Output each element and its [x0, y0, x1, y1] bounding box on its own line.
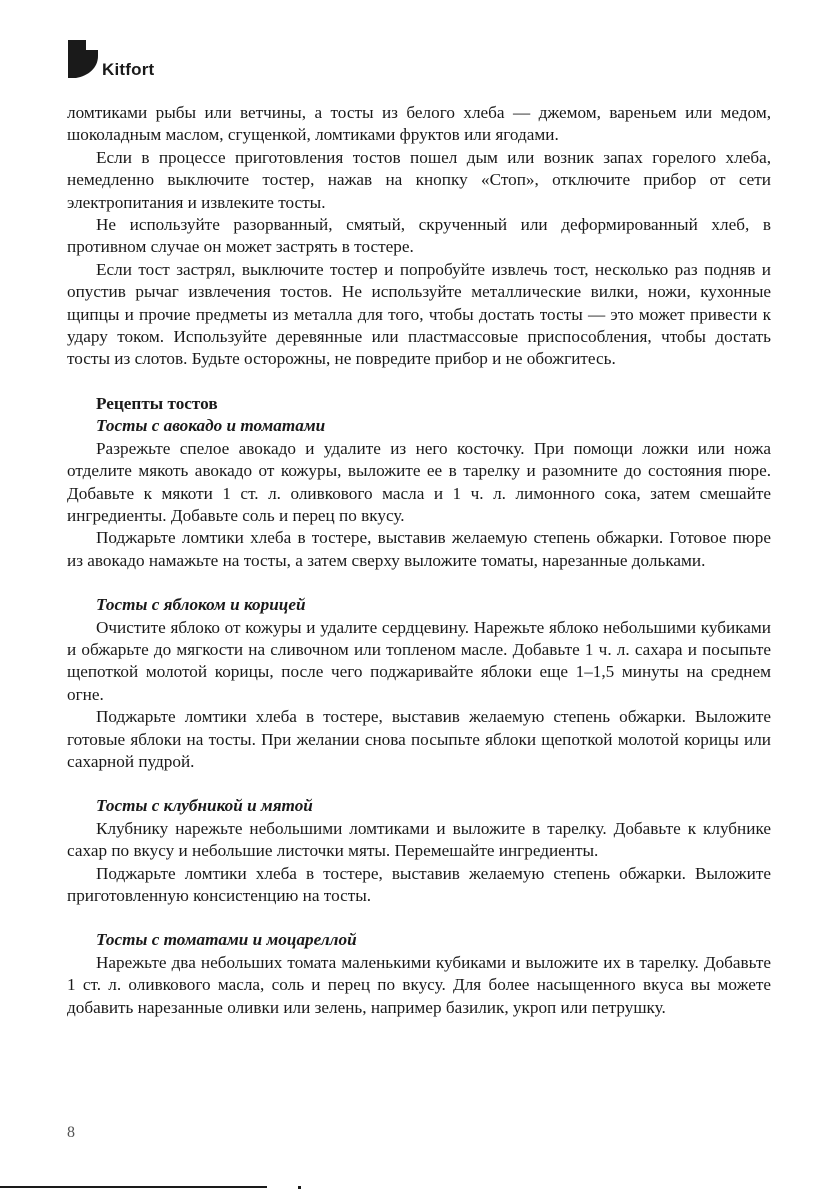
footer-rule — [0, 1186, 267, 1188]
document-body — [67, 102, 771, 1019]
paragraph-smoke-warning: Если в процессе приготовления тостов пошел дым или возник запах горелого хлеба, немедленно выключите тостер, нажав на кнопку «Стоп», отключите прибор от сети электропитания и извлеките тосты. — [67, 147, 771, 212]
recipe-apple-step-1: Очистите яблоко от кожуры и удалите сердцевину. Нарежьте яблоко небольшими кубиками и обжарьте до мягкости на сливочном или топленом масле. Добавьте 1 ч. л. сахара и посыпьте щепоткой молотой корицы, после чего поджаривайте яблоки еще 1–1,5 минуты на среднем огне. — [67, 617, 771, 704]
recipe-avocado-step-2: Поджарьте ломтики хлеба в тостере, выставив желаемую степень обжарки. Готовое пюре из авокадо намажьте на тосты, а затем сверху выложите томаты, нарезанные дольками. — [67, 528, 771, 570]
paragraph-bread-warning: Не используйте разорванный, смятый, скрученный или деформированный хлеб, в противном случае он может застрять в тостере. — [67, 215, 771, 257]
recipe-title-avocado: Тосты с авокадо и томатами — [96, 416, 326, 436]
paragraph-stuck-toast: Если тост застрял, выключите тостер и попробуйте извлечь тост, несколько раз подняв и опустив рычаг извлечения тостов. Не используйте металлические вилки, ножи, кухонные щипцы и прочие предметы из металла для того, чтобы достать тосты — это может привести к удару током. Используйте деревянные или пластмассовые приспособления, чтобы достать тосты из слотов. Будьте осторожны, не повредите прибор и не обожгитесь. — [67, 259, 771, 369]
recipe-title-mozzarella: Тосты с томатами и моцареллой — [96, 930, 357, 950]
recipe-strawberry-step-2: Поджарьте ломтики хлеба в тостере, выставив желаемую степень обжарки. Выложите приготовленную консистенцию на тосты. — [67, 863, 771, 905]
page-number: 8 — [67, 1124, 75, 1141]
brand-logo — [66, 38, 154, 80]
recipe-title-strawberry: Тосты с клубникой и мятой — [96, 796, 313, 816]
paragraph-continuation: ломтиками рыбы или ветчины, а тосты из белого хлеба — джемом, вареньем или медом, шоколадным маслом, сгущенкой, ломтиками фруктов или ягодами. — [67, 103, 771, 145]
brand-name: Kitfort — [102, 60, 155, 79]
footer-mark — [298, 1186, 301, 1189]
recipe-avocado-step-1: Разрежьте спелое авокадо и удалите из него косточку. При помощи ложки или ножа отделите мякоть авокадо от кожуры, выложите ее в тарелку и разомните до состояния пюре. Добавьте к мякоти 1 ст. л. оливкового масла и 1 ч. л. лимонного сока, затем смешайте ингредиенты. Добавьте соль и перец по вкусу. — [67, 438, 771, 525]
kitfort-logo-icon — [66, 38, 100, 80]
recipe-apple-step-2: Поджарьте ломтики хлеба в тостере, выставив желаемую степень обжарки. Выложите готовые яблоки на тосты. При желании снова посыпьте яблоки щепоткой молотой корицы или сахарной пудрой. — [67, 707, 771, 771]
recipe-strawberry-step-1: Клубнику нарежьте небольшими ломтиками и выложите в тарелку. Добавьте к клубнике сахар по вкусу и небольшие листочки мяты. Перемешайте ингредиенты. — [67, 818, 771, 861]
recipe-mozzarella-step-1: Нарежьте два небольших томата маленькими кубиками и выложите их в тарелку. Добавьте 1 ст. л. оливкового масла, соль и перец по вкусу. Для более насыщенного вкуса вы можете добавить нарезанные оливки или зелень, например базилик, укроп или петрушку. — [67, 952, 771, 1017]
recipes-heading: Рецепты тостов — [96, 393, 218, 413]
recipe-title-apple: Тосты с яблоком и корицей — [96, 595, 306, 615]
